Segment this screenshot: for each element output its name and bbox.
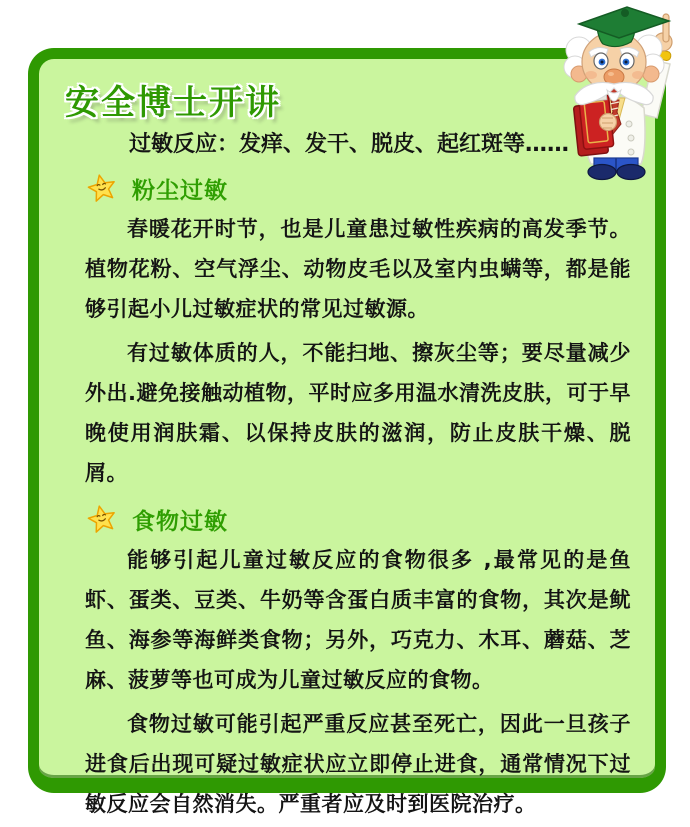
smiley-star-icon: [87, 173, 117, 203]
section-heading-label: 食物过敏: [132, 508, 228, 535]
page-title: 安全博士开讲: [65, 83, 281, 123]
paragraph: 春暖花开时节，也是儿童患过敏性疾病的高发季节。植物花粉、空气浮尘、动物皮毛以及室内虫螨等，都是能够引起小儿过敏症状的常见过敏源。: [85, 217, 631, 321]
smiley-star-icon: [87, 504, 117, 534]
paragraph: 能够引起儿童过敏反应的食物很多 ,最常见的是鱼虾、蛋类、豆类、牛奶等含蛋白质丰富的食物，其次是鱿鱼、海参等海鲜类食物；另外，巧克力、木耳、蘑菇、芝麻、菠萝等也可成为儿童过敏反应的食物。: [85, 548, 631, 692]
doctor-professor-icon: [541, 0, 689, 182]
intro-line: 过敏反应：发痒、发干、脱皮、起红斑等……: [129, 132, 570, 157]
section-heading-label: 粉尘过敏: [132, 177, 228, 204]
paragraph: 食物过敏可能引起严重反应甚至死亡，因此一旦孩子进食后出现可疑过敏症状应立即停止进食，通常情况下过敏反应会自然消失。严重者应及时到医院治疗。: [85, 712, 631, 816]
paragraph: 有过敏体质的人，不能扫地、擦灰尘等；要尽量减少外出.避免接触动植物，平时应多用温水清洗皮肤，可于早晚使用润肤霜、以保持皮肤的滋润，防止皮肤干燥、脱屑。: [85, 341, 631, 485]
section-heading-food: [87, 502, 631, 536]
doctor-mascot: [541, 0, 689, 182]
